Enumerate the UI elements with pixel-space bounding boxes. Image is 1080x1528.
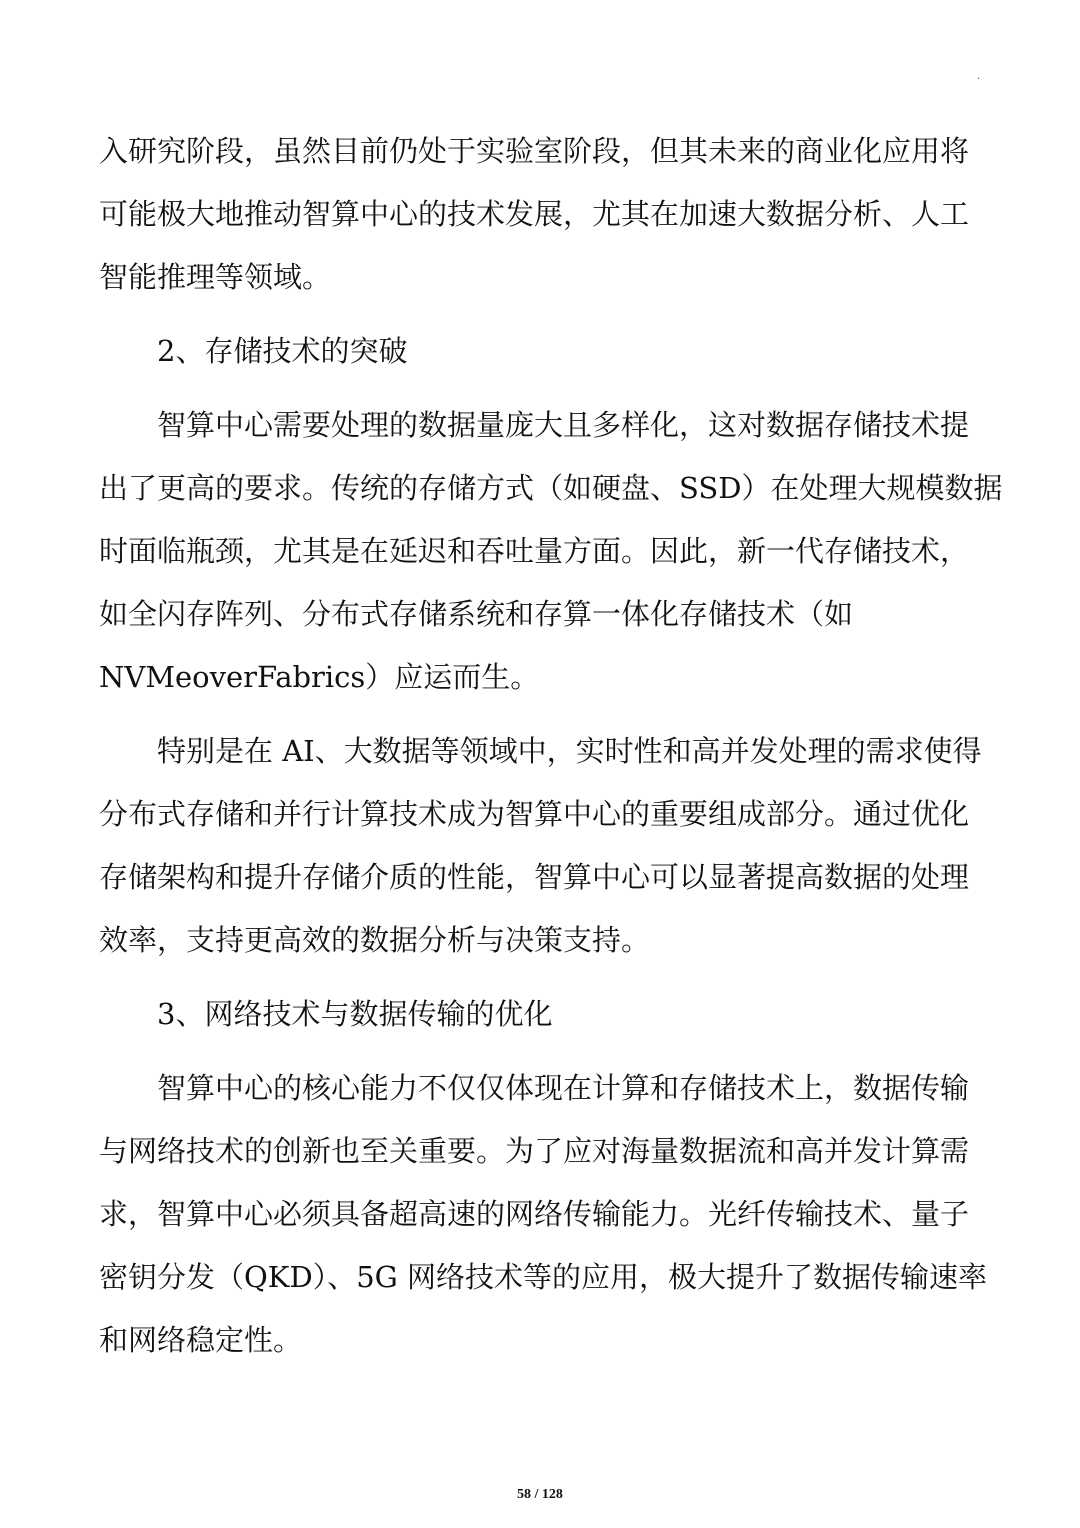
paragraph-line: 分布式存储和并行计算技术成为智算中心的重要组成部分。通过优化 bbox=[99, 797, 970, 831]
paragraph-line: 存储架构和提升存储介质的性能，智算中心可以显著提高数据的处理 bbox=[99, 860, 970, 894]
paragraph-line: 智算中心的核心能力不仅仅体现在计算和存储技术上，数据传输 bbox=[157, 1071, 970, 1105]
paragraph-line: 特别是在 AI、大数据等领域中，实时性和高并发处理的需求使得 bbox=[157, 734, 982, 768]
paragraph-line: NVMeoverFabrics）应运而生。 bbox=[99, 660, 540, 694]
paragraph-line: 智算中心需要处理的数据量庞大且多样化，这对数据存储技术提 bbox=[157, 408, 970, 442]
page-number: 58 / 128 bbox=[517, 1487, 563, 1502]
paragraph-line: 智能推理等领域。 bbox=[99, 260, 332, 294]
paragraph-line: 出了更高的要求。传统的存储方式（如硬盘、SSD）在处理大规模数据 bbox=[99, 471, 1003, 505]
header-mark: . bbox=[977, 71, 981, 82]
paragraph-line: 效率，支持更高效的数据分析与决策支持。 bbox=[99, 923, 651, 957]
paragraph-line: 密钥分发（QKD）、5G 网络技术等的应用，极大提升了数据传输速率 bbox=[99, 1260, 988, 1294]
paragraph-line: 求，智算中心必须具备超高速的网络传输能力。光纤传输技术、量子 bbox=[99, 1197, 970, 1231]
paragraph-line: 与网络技术的创新也至关重要。为了应对海量数据流和高并发计算需 bbox=[99, 1134, 970, 1168]
paragraph-line: 和网络稳定性。 bbox=[99, 1323, 303, 1357]
paragraph-line: 可能极大地推动智算中心的技术发展，尤其在加速大数据分析、人工 bbox=[99, 197, 970, 231]
paragraph-line: 时面临瓶颈，尤其是在延迟和吞吐量方面。因此，新一代存储技术， bbox=[99, 534, 970, 568]
paragraph-line: 如全闪存阵列、分布式存储系统和存算一体化存储技术（如 bbox=[99, 597, 854, 631]
paragraph-line: 入研究阶段，虽然目前仍处于实验室阶段，但其未来的商业化应用将 bbox=[99, 134, 970, 168]
section-heading: 3、网络技术与数据传输的优化 bbox=[157, 997, 553, 1031]
section-heading: 2、存储技术的突破 bbox=[157, 334, 408, 368]
